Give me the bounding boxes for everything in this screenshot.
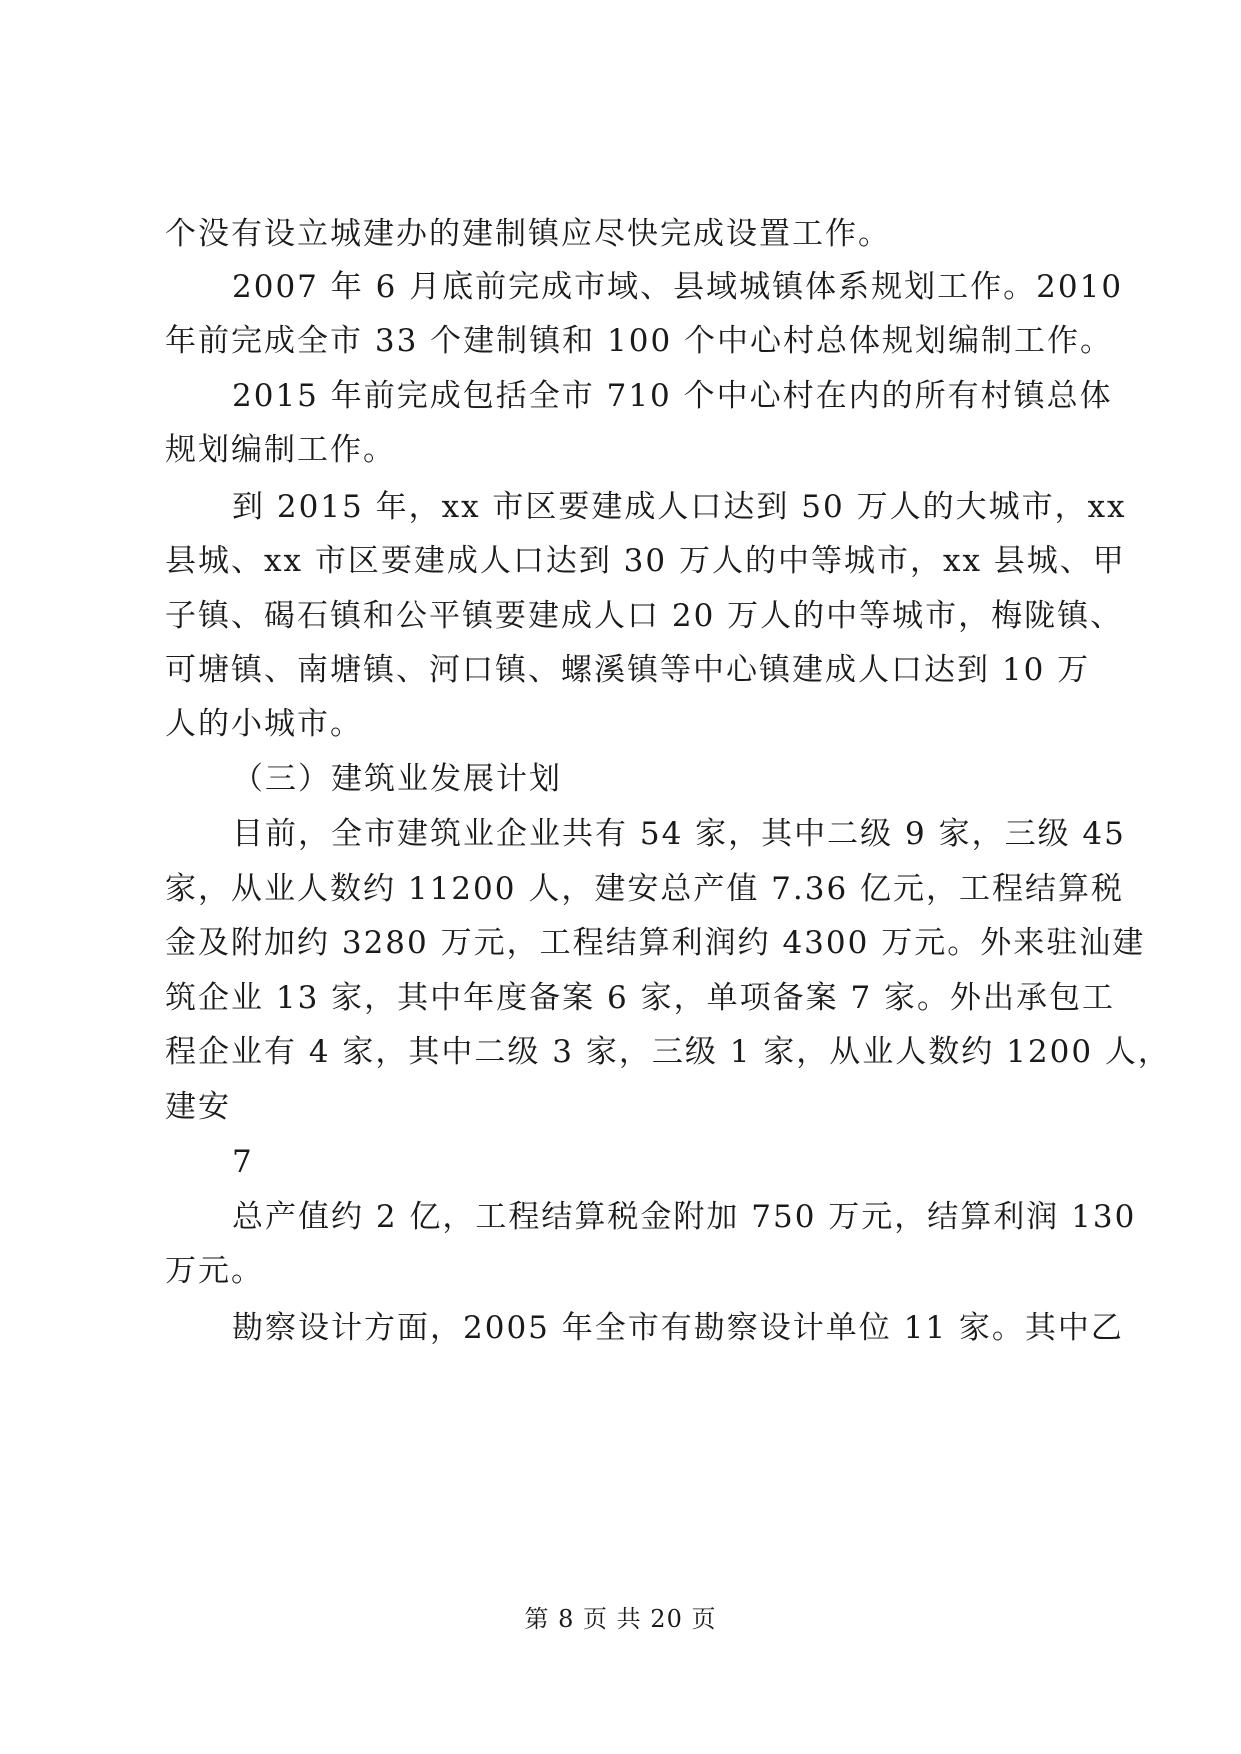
text-line: 可塘镇、南塘镇、河口镇、螺溪镇等中心镇建成人口达到 10 万 <box>165 652 1091 688</box>
text-line: 年前完成全市 33 个建制镇和 100 个中心村总体规划编制工作。 <box>165 323 1114 359</box>
inline-page-number: 7 <box>232 1144 254 1180</box>
text-line: 金及附加约 3280 万元，工程结算利润约 4300 万元。外来驻汕建 <box>165 925 1146 961</box>
text-line: 规划编制工作。 <box>165 432 396 468</box>
text-line: 人的小城市。 <box>165 706 363 742</box>
paragraph-start: 勘察设计方面，2005 年全市有勘察设计单位 11 家。其中乙 <box>232 1310 1124 1346</box>
text-line: 万元。 <box>165 1253 264 1289</box>
text-line: 个没有设立城建办的建制镇应尽快完成设置工作。 <box>165 216 891 252</box>
text-line: 筑企业 13 家，其中年度备案 6 家，单项备案 7 家。外出承包工 <box>165 980 1116 1016</box>
text-line: 家，从业人数约 11200 人，建安总产值 7.36 亿元，工程结算税 <box>165 871 1125 907</box>
paragraph-start: 到 2015 年，xx 市区要建成人口达到 50 万人的大城市，xx <box>232 489 1127 525</box>
text-line: 建安 <box>165 1089 231 1125</box>
text-line: 子镇、碣石镇和公平镇要建成人口 20 万人的中等城市，梅陇镇、 <box>165 598 1124 634</box>
text-line: 程企业有 4 家，其中二级 3 家，三级 1 家，从业人数约 1200 人， <box>165 1034 1171 1070</box>
page-footer: 第 8 页 共 20 页 <box>524 1605 717 1633</box>
paragraph-start: 2015 年前完成包括全市 710 个中心村在内的所有村镇总体 <box>232 378 1113 414</box>
section-heading: （三）建筑业发展计划 <box>232 761 562 797</box>
paragraph-start: 总产值约 2 亿，工程结算税金附加 750 万元，结算利润 130 <box>232 1199 1137 1235</box>
text-line: 县城、xx 市区要建成人口达到 30 万人的中等城市，xx 县城、甲 <box>165 543 1126 579</box>
paragraph-start: 目前，全市建筑业企业共有 54 家，其中二级 9 家，三级 45 <box>232 816 1126 852</box>
paragraph-start: 2007 年 6 月底前完成市域、县域城镇体系规划工作。2010 <box>232 269 1124 305</box>
